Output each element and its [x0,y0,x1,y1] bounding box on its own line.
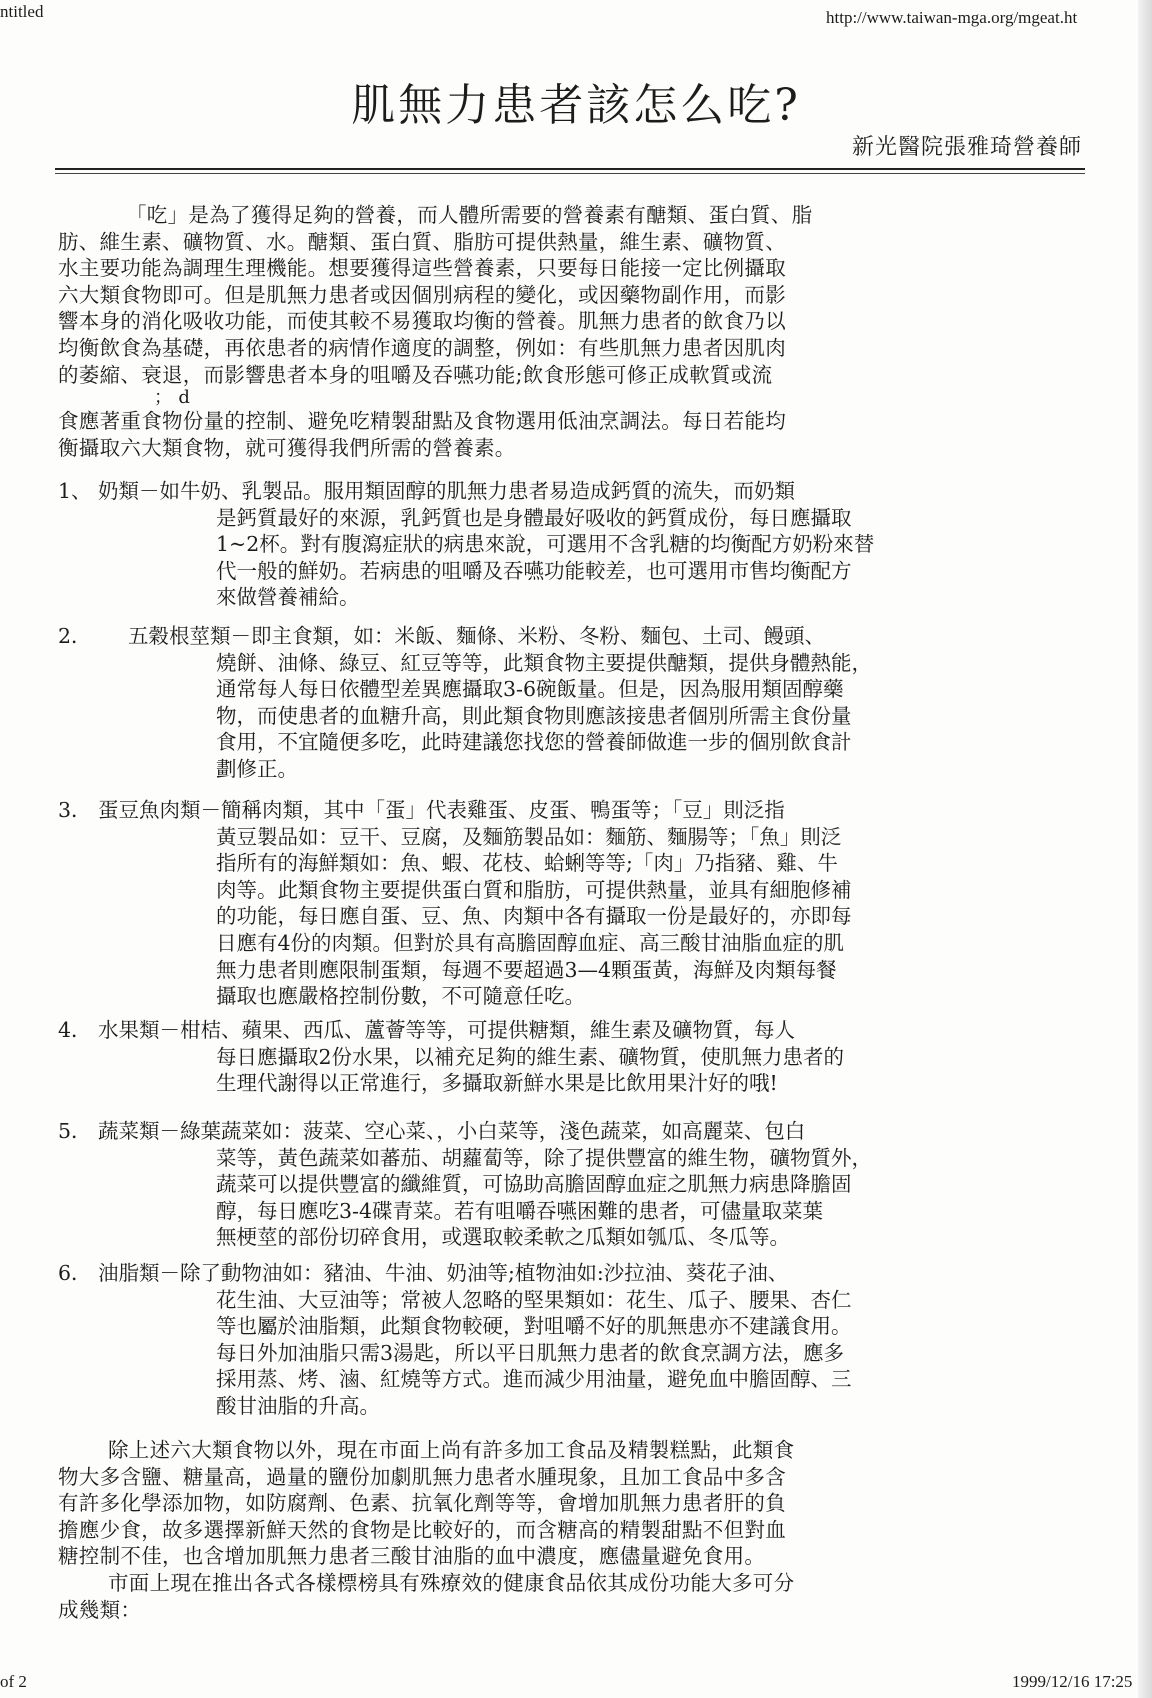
item-line: 無梗莖的部份切碎食用，或選取較柔軟之瓜類如瓠瓜、冬瓜等。 [216,1225,790,1250]
item-line: 1~2杯。對有腹瀉症狀的病患來說，可選用不含乳糖的均衡配方奶粉來替 [216,532,875,557]
closing-line: 除上述六大類食物以外，現在市面上尚有許多加工食品及精製糕點，此類食 [108,1438,795,1462]
closing-line: 成幾類： [58,1597,142,1622]
item-number: 3． [58,798,92,822]
item-line: 無力患者則應限制蛋類，每週不要超過3—4顆蛋黃，海鮮及肉類每餐 [216,957,837,982]
title-rule-thin [55,173,1085,174]
header-url: http://www.taiwan-mga.org/mgeat.ht [826,8,1078,27]
scan-edge-shadow [1138,0,1152,1698]
item-line: 每日外加油脂只需3湯匙，所以平日肌無力患者的飲食烹調方法，應多 [216,1340,845,1365]
item-line: 酸甘油脂的升高。 [216,1393,380,1418]
intro-line: 均衡飲食為基礎，再依患者的病情作適度的調整，例如：有些肌無力患者因肌肉 [58,335,786,360]
food-group-milk [58,478,1058,611]
item-line: 代一般的鮮奶。若病患的咀嚼及吞嚥功能較差，也可選用市售均衡配方 [216,558,852,583]
title-rule [55,168,1085,170]
intro-line: ； d [154,387,191,409]
food-group-fruit [58,1017,1058,1097]
item-line: 日應有4份的肉類。但對於具有高膽固醇血症、高三酸甘油脂血症的肌 [216,930,845,955]
item-number: 1、 [58,479,92,503]
intro-line: 食應著重食物份量的控制、避免吃精製甜點及食物選用低油烹調法。每日若能均 [58,409,786,434]
intro-line: 肪、維生素、礦物質、水。醣類、蛋白質、脂肪可提供熱量，維生素、礦物質、 [58,229,786,254]
closing-line: 擔應少食，故多選擇新鮮天然的食物是比較好的，而含糖高的精製甜點不但對血 [58,1517,786,1542]
item-number: 6． [58,1261,92,1285]
footer-timestamp: 1999/12/16 17:25 [1012,1672,1133,1691]
item-line: 五穀根莖類－即主食類，如：米飯、麵條、米粉、冬粉、麵包、土司、饅頭、 [128,624,825,648]
item-line: 肉等。此類食物主要提供蛋白質和脂肪，可提供熱量，並具有細胞修補 [216,877,852,902]
intro-line: 響本身的消化吸收功能，而使其較不易獲取均衡的營養。肌無力患者的飲食乃以 [58,309,786,334]
intro-line: 水主要功能為調理生理機能。想要獲得這些營養素，只要每日能接一定比例攝取 [58,256,786,281]
item-line: 物，而使患者的血糖升高，則此類食物則應該接患者個別所需主食份量 [216,703,852,728]
item-line: 奶類－如牛奶、乳製品。服用類固醇的肌無力患者易造成鈣質的流失，而奶類 [98,479,795,503]
item-line: 黃豆製品如：豆干、豆腐，及麵筋製品如：麵筋、麵腸等；「魚」則泛 [216,824,842,849]
item-line: 來做營養補給。 [216,585,360,610]
item-line: 指所有的海鮮類如：魚、蝦、花枝、蛤蜊等等;「肉」乃指豬、雞、牛 [216,851,838,876]
closing-paragraph [58,1437,794,1623]
intro-line: 的萎縮、衰退，而影響患者本身的咀嚼及吞嚥功能;飲食形態可修正成軟質或流 [58,362,773,387]
item-line: 花生油、大豆油等；常被人忽略的堅果類如：花生、瓜子、腰果、杏仁 [216,1287,852,1312]
food-group-grains [58,623,1058,783]
item-line: 劃修正。 [216,756,298,781]
item-line: 蛋豆魚肉類－簡稱肉類，其中「蛋」代表雞蛋、皮蛋、鴨蛋等；「豆」則泛指 [98,798,785,822]
closing-line: 有許多化學添加物，如防腐劑、色素、抗氧化劑等等，會增加肌無力患者肝的負 [58,1491,786,1516]
item-line: 攝取也應嚴格控制份數，不可隨意任吃。 [216,984,585,1009]
closing-line: 市面上現在推出各式各樣標榜具有殊療效的健康食品依其成份功能大多可分 [108,1570,795,1595]
intro-line: 六大類食物即可。但是肌無力患者或因個別病程的變化，或因藥物副作用，而影 [58,282,786,307]
item-line: 油脂類－除了動物油如：豬油、牛油、奶油等;植物油如:沙拉油、葵花子油、 [98,1261,789,1285]
food-group-protein [58,797,1058,1010]
intro-line: 衡攝取六大類食物，就可獲得我們所需的營養素。 [58,435,516,460]
intro-paragraph [58,202,812,461]
closing-line: 物大多含鹽、糖量高，過量的鹽份加劇肌無力患者水腫現象，且加工食品中多含 [58,1464,786,1489]
item-line: 的功能，每日應自蛋、豆、魚、肉類中各有攝取一份是最好的，亦即每 [216,904,852,929]
item-line: 是鈣質最好的來源，乳鈣質也是身體最好吸收的鈣質成份，每日應攝取 [216,505,852,530]
item-line: 採用蒸、烤、滷、紅燒等方式。進而減少用油量，避免血中膽固醇、三 [216,1367,852,1392]
closing-line: 糖控制不佳，也含增加肌無力患者三酸甘油脂的血中濃度，應儘量避免食用。 [58,1544,766,1569]
item-line: 醇，每日應吃3-4碟青菜。若有咀嚼吞嚥困難的患者，可儘量取菜葉 [216,1198,824,1223]
item-line: 食用，不宜隨便多吃，此時建議您找您的營養師做進一步的個別飲食計 [216,730,852,755]
food-group-vegetables [58,1118,1058,1251]
page-title: 肌無力患者該怎么吃? [351,80,801,131]
header-document-name: ntitled [0,2,44,21]
item-line: 蔬菜類－綠葉蔬菜如：菠菜、空心菜、，小白菜等，淺色蔬菜，如高麗菜、包白 [98,1119,806,1143]
item-line: 每日應攝取2份水果，以補充足夠的維生素、礦物質，使肌無力患者的 [216,1044,845,1069]
footer-page-count: of 2 [0,1672,27,1691]
author-line: 新光醫院張雅琦營養師 [851,135,1082,160]
item-number: 2． [58,624,92,648]
intro-line: 「吃」是為了獲得足夠的營養，而人體所需要的營養素有醣類、蛋白質、脂 [126,203,813,227]
item-line: 菜等，黃色蔬菜如蕃茄、胡蘿蔔等，除了提供豐富的維生物，礦物質外， [216,1145,872,1170]
item-line: 等也屬於油脂類，此類食物較硬，對咀嚼不好的肌無患亦不建議食用。 [216,1314,852,1339]
item-line: 燒餅、油條、綠豆、紅豆等等，此類食物主要提供醣類，提供身體熱能， [216,650,872,675]
item-number: 4． [58,1018,92,1042]
item-line: 生理代謝得以正常進行，多攝取新鮮水果是比飲用果汁好的哦! [216,1071,778,1096]
item-line: 蔬菜可以提供豐富的纖維質，可協助高膽固醇血症之肌無力病患降膽固 [216,1172,852,1197]
item-line: 通常每人每日依體型差異應攝取3-6碗飯量。但是，因為服用類固醇藥 [216,677,844,702]
item-number: 5． [58,1119,92,1143]
item-line: 水果類－柑桔、蘋果、西瓜、蘆薈等等，可提供糖類，維生素及礦物質，每人 [98,1018,795,1042]
food-group-fats [58,1260,1058,1420]
